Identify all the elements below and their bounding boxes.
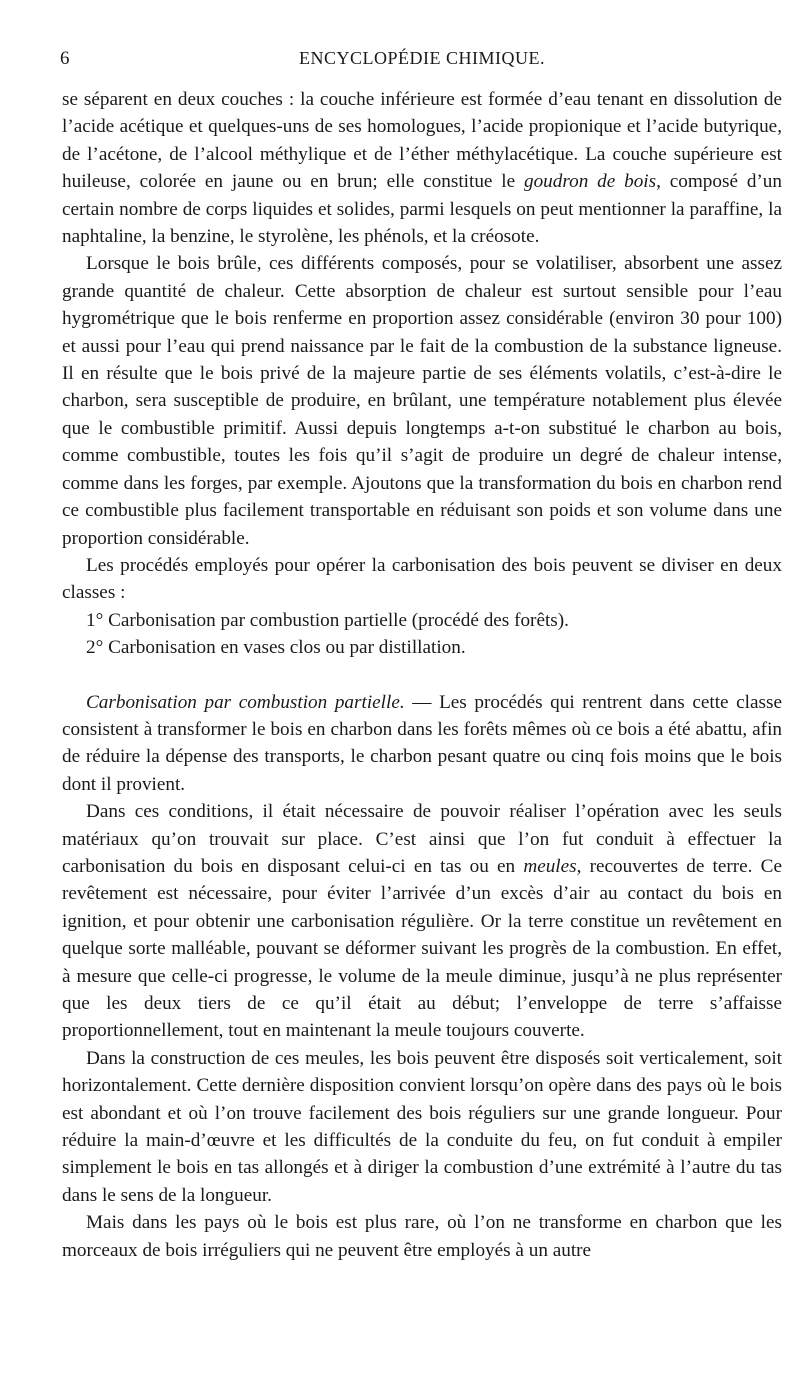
section-title: Carbonisation par combustion partielle. xyxy=(86,691,405,713)
list-item-1: 1° Carbonisation par combustion partielle (procédé des forêts). xyxy=(86,609,569,631)
paragraph-1 xyxy=(62,86,782,250)
paragraph-1-text-a: se séparent en deux couches : la couche inférieure est formée d’eau tenant en dissolution de l’acide acétique et quelques-uns de ses homologues, l’acide propionique et l’acide butyrique, de l’acétone, de l’alcool méthylique et de l’éther méthylacétique. La couche supérieure est huileuse, colorée en jaune ou en brun; elle constitue le xyxy=(62,89,782,193)
paragraph-5 xyxy=(62,798,782,1045)
paragraph-1-emphasis: goudron de bois xyxy=(523,171,657,193)
section-paragraph-text: — Les procédés qui rentrent dans cette classe consistent à transformer le bois en charbon dans les forêts mêmes où ce bois a été abattu, afin de réduire la dépense des transports, le charbon pesant quatre ou cinq fois moins que le bois dont il provient. xyxy=(62,691,782,795)
page-header xyxy=(62,48,782,78)
list-item-2: 2° Carbonisation en vases clos ou par distillation. xyxy=(86,637,466,659)
body-text xyxy=(62,86,782,1264)
page-number: 6 xyxy=(60,48,70,69)
paragraph-6: Dans la construction de ces meules, les bois peuvent être disposés soit verticalement, soit horizontalement. Cette dernière disposition convient lorsqu’on opère dans des pays où le bois est abondant et où l’on trouve facilement des bois réguliers sur une grande longueur. Pour réduire la main-d’œuvre et les difficultés de la conduite du feu, on fut conduit à empiler simplement le bois en tas allongés et à diriger la combustion d’une extrémité à l’autre du tas dans le sens de la longueur. xyxy=(62,1047,782,1206)
paragraph-2: Lorsque le bois brûle, ces différents composés, pour se volatiliser, absorbent une assez grande quantité de chaleur. Cette absorption de chaleur est surtout sensible pour l’eau hygrométrique que le bois renferme en proportion assez considérable (environ 30 pour 100) et aussi pour l’eau qui prend naissance par le fait de la combustion de la substance ligneuse. Il en résulte que le bois privé de la majeure partie de ses éléments volatils, c’est-à-dire le charbon, sera susceptible de produire, en brûlant, une température notablement plus élevée que le combustible primitif. Aussi depuis longtemps a-t-on substitué le charbon au bois, comme combustible, toutes les fois qu’il s’agit de produire un degré de chaleur intense, comme dans les forges, par exemple. Ajoutons que la transformation du bois en charbon rend ce combustible plus facilement transportable en réduisant son poids et son volume dans une proportion considérable. xyxy=(62,253,782,549)
section-paragraph xyxy=(62,689,782,799)
running-head: ENCYCLOPÉDIE CHIMIQUE. xyxy=(299,48,545,68)
paragraph-5-emphasis: meules xyxy=(523,855,577,877)
paragraph-1-text-b: , composé d’un certain nombre de corps liquides et solides, parmi lesquels on peut mentionner la paraffine, la naphtaline, la benzine, le styrolène, les phénols, et la créosote. xyxy=(62,171,782,248)
paragraph-5-text-b: , recouvertes de terre. Ce revêtement est nécessaire, pour éviter l’arrivée d’un excès d’air au contact du bois en ignition, et pour obtenir une carbonisation régulière. Or la terre constitue un revêtement en quelque sorte malléable, pouvant se déformer suivant les progrès de la combustion. En effet, à mesure que celle-ci progresse, le volume de la meule diminue, jusqu’à ne plus représenter que les deux tiers de ce qu’il était au début; l’enveloppe de terre s’affaisse proportionnellement, tout en maintenant la meule toujours couverte. xyxy=(62,855,782,1042)
paragraph-5-text-a: Dans ces conditions, il était nécessaire de pouvoir réaliser l’opération avec les seuls matériaux qu’on trouvait sur place. C’est ainsi que l’on fut conduit à effectuer la carbonisation du bois en disposant celui-ci en tas ou en xyxy=(62,801,782,877)
paragraph-3: Les procédés employés pour opérer la carbonisation des bois peuvent se diviser en deux classes : xyxy=(62,554,782,604)
paragraph-7: Mais dans les pays où le bois est plus rare, où l’on ne transforme en charbon que les morceaux de bois irréguliers qui ne peuvent être employés à un autre xyxy=(62,1212,782,1261)
